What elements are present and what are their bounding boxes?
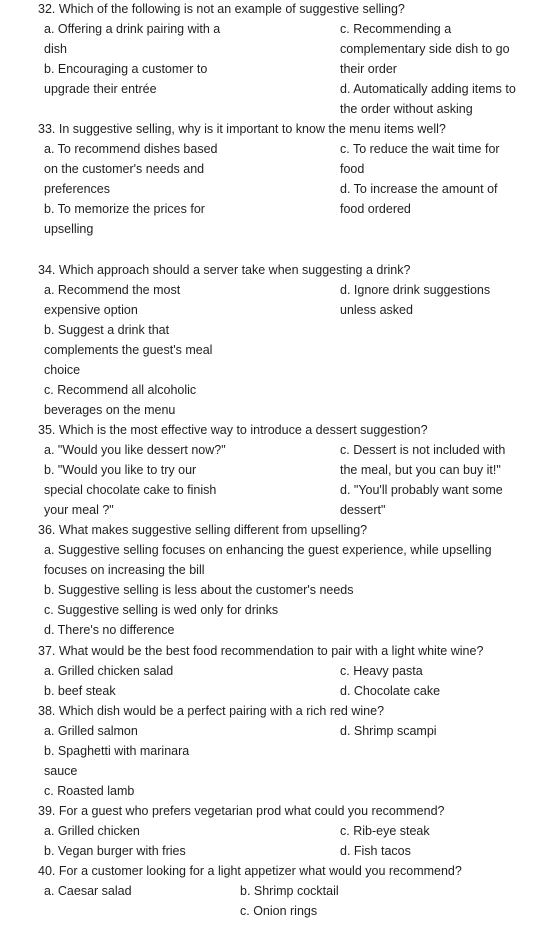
q33-option-line: preferences <box>44 182 111 196</box>
q38-option-line: b. Spaghetti with marinara <box>44 744 190 758</box>
q32-option-line: dish <box>44 42 67 56</box>
q34-option-line: choice <box>44 363 81 377</box>
q33-option-line: upselling <box>44 222 94 236</box>
q33-option-line: a. To recommend dishes based <box>44 142 218 156</box>
question-38: 38. Which dish would be a perfect pairing with a rich red wine? <box>38 704 385 718</box>
q32-option-line: b. Encouraging a customer to <box>44 62 208 76</box>
question-33: 33. In suggestive selling, why is it important to know the menu items well? <box>38 122 446 136</box>
question-36: 36. What makes suggestive selling different from upselling? <box>38 523 368 537</box>
question-35: 35. Which is the most effective way to introduce a dessert suggestion? <box>38 423 428 437</box>
q39-option-line: c. Rib-eye steak <box>340 824 430 838</box>
q38-option-line: a. Grilled salmon <box>44 724 138 738</box>
question-32: 32. Which of the following is not an example of suggestive selling? <box>38 2 405 16</box>
q38-option-line: c. Roasted lamb <box>44 784 135 798</box>
q37-option-line: c. Heavy pasta <box>340 664 423 678</box>
q35-option-line: your meal ?" <box>44 503 114 517</box>
q34-option-line: c. Recommend all alcoholic <box>44 383 197 397</box>
q34-option-line: b. Suggest a drink that <box>44 323 170 337</box>
q39-option-line: d. Fish tacos <box>340 844 411 858</box>
q32-option-line: complementary side dish to go <box>340 42 510 56</box>
question-34: 34. Which approach should a server take when suggesting a drink? <box>38 263 411 277</box>
q33-option-line: b. To memorize the prices for <box>44 202 205 216</box>
q35-option-line: the meal, but you can buy it!" <box>340 463 501 477</box>
question-37: 37. What would be the best food recommendation to pair with a light white wine? <box>38 644 484 658</box>
q36-option-line: b. Suggestive selling is less about the customer's needs <box>44 583 354 597</box>
q32-option-line: c. Recommending a <box>340 22 452 36</box>
q33-option-line: d. To increase the amount of <box>340 182 498 196</box>
q33-option-line: on the customer's needs and <box>44 162 205 176</box>
q32-option-line: their order <box>340 62 397 76</box>
q40-option-line: a. Caesar salad <box>44 884 132 898</box>
q35-option-line: d. "You'll probably want some <box>340 483 503 497</box>
q33-option-line: c. To reduce the wait time for <box>340 142 500 156</box>
q32-option-line: a. Offering a drink pairing with a <box>44 22 221 36</box>
q32-option-line: upgrade their entrée <box>44 82 157 96</box>
q34-option-line: unless asked <box>340 303 413 317</box>
q38-option-line: sauce <box>44 764 78 778</box>
question-40: 40. For a customer looking for a light appetizer what would you recommend? <box>38 864 462 878</box>
q34-option-line: a. Recommend the most <box>44 283 181 297</box>
q36-option-line: a. Suggestive selling focuses on enhancing the guest experience, while upselling <box>44 543 492 557</box>
q34-option-line: complements the guest's meal <box>44 343 213 357</box>
q33-option-line: food <box>340 162 365 176</box>
q32-option-line: the order without asking <box>340 102 473 116</box>
q38-option-line: d. Shrimp scampi <box>340 724 437 738</box>
q37-option-line: d. Chocolate cake <box>340 684 441 698</box>
q32-option-line: d. Automatically adding items to <box>340 82 516 96</box>
q35-option-line: b. "Would you like to try our <box>44 463 197 477</box>
q34-option-line: expensive option <box>44 303 138 317</box>
q35-option-line: special chocolate cake to finish <box>44 483 217 497</box>
q36-option-line: d. There's no difference <box>44 623 175 637</box>
q39-option-line: a. Grilled chicken <box>44 824 140 838</box>
q34-option-line: beverages on the menu <box>44 403 176 417</box>
q36-option-line: focuses on increasing the bill <box>44 563 205 577</box>
q40-option-line: b. Shrimp cocktail <box>240 884 339 898</box>
q33-option-line: food ordered <box>340 202 411 216</box>
q36-option-line: c. Suggestive selling is wed only for drinks <box>44 603 279 617</box>
q34-option-line: d. Ignore drink suggestions <box>340 283 491 297</box>
q35-option-line: dessert" <box>340 503 386 517</box>
q37-option-line: b. beef steak <box>44 684 116 698</box>
q37-option-line: a. Grilled chicken salad <box>44 664 174 678</box>
q35-option-line: a. "Would you like dessert now?" <box>44 443 226 457</box>
q39-option-line: b. Vegan burger with fries <box>44 844 186 858</box>
question-39: 39. For a guest who prefers vegetarian prod what could you recommend? <box>38 804 445 818</box>
q40-option-line: c. Onion rings <box>240 904 318 918</box>
q35-option-line: c. Dessert is not included with <box>340 443 506 457</box>
